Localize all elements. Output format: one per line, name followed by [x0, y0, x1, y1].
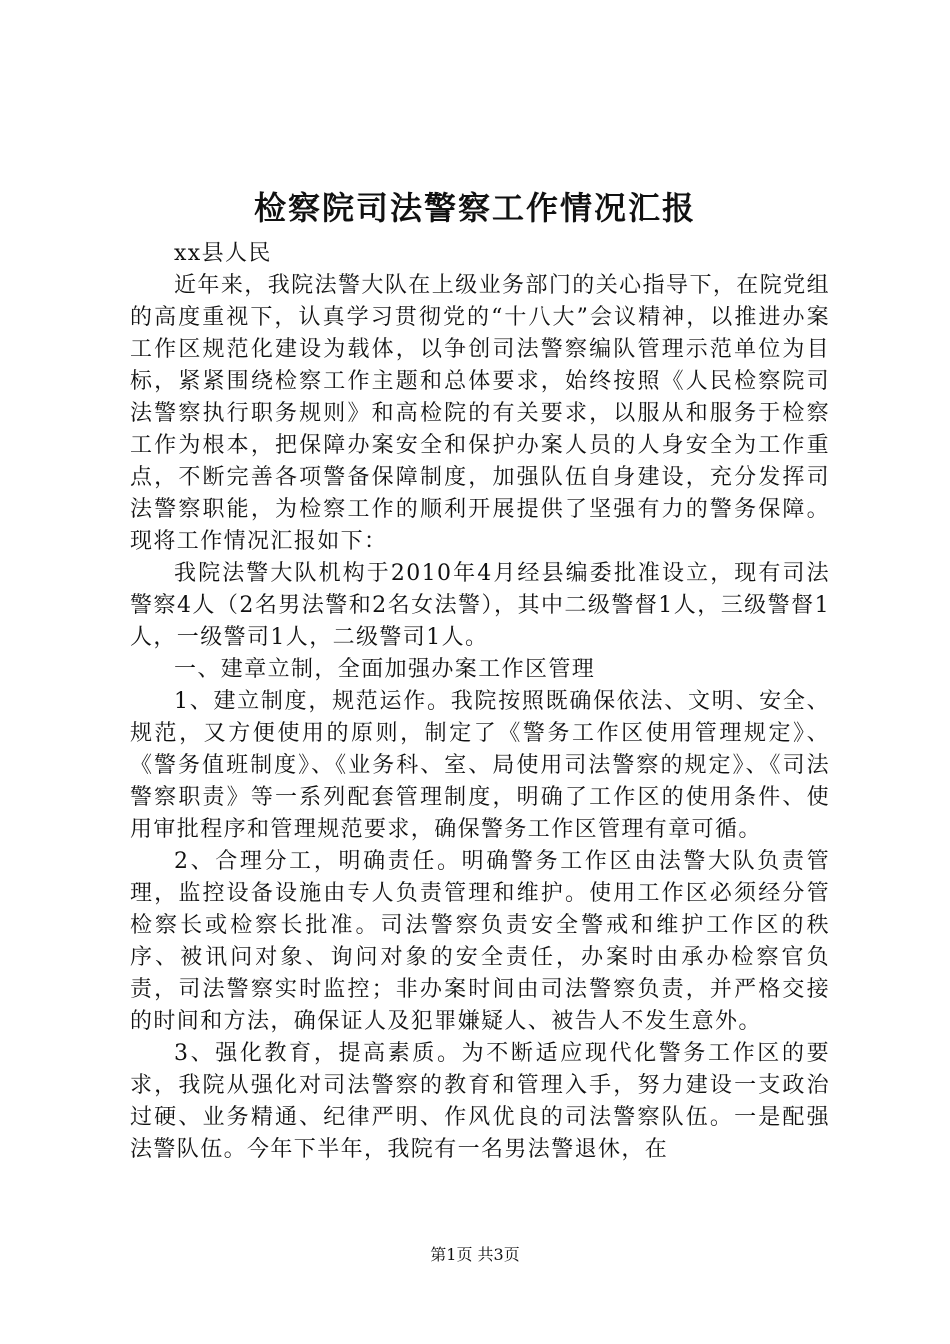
- paragraph-organization: 我院法警大队机构于2010年4月经县编委批准设立，现有司法警察4人（2名男法警和2名女法警），其中二级警督1人，三级警督1人，一级警司1人，二级警司1人。: [130, 561, 830, 650]
- paragraph-intro: 近年来，我院法警大队在上级业务部门的关心指导下，在院党组的高度重视下，认真学习贯彻党的“十八大”会议精神，以推进办案工作区规范化建设为载体，以争创司法警察编队管理示范单位为目标，紧紧围绕检察工作主题和总体要求，始终按照《人民检察院司法警察执行职务规则》和高检院的有关要求，以服从和服务于检察工作为根本，把保障办案安全和保护办案人员的人身安全为工作重点，不断完善各项警备保障制度，加强队伍自身建设，充分发挥司法警察职能，为检察工作的顺利开展提供了坚强有力的警务保障。现将工作情况汇报如下：: [130, 273, 830, 554]
- document-body: [130, 238, 830, 1166]
- section-heading-1: 一、建章立制，全面加强办案工作区管理: [174, 657, 596, 682]
- page-footer: 第1页 共3页: [430, 1245, 520, 1264]
- paragraph-item-2: 2、合理分工，明确责任。明确警务工作区由法警大队负责管理，监控设备设施由专人负责管理和维护。使用工作区必须经分管检察长或检察长批准。司法警察负责安全警戒和维护工作区的秩序、被讯问对象、询问对象的安全责任，办案时由承办检察官负责，司法警察实时监控；非办案时间由司法警察负责，并严格交接的时间和方法，确保证人及犯罪嫌疑人、被告人不发生意外。: [130, 849, 830, 1034]
- document-title: 检察院司法警察工作情况汇报: [253, 189, 696, 227]
- author-line: xx县人民: [174, 241, 272, 266]
- paragraph-item-1: 1、建立制度，规范运作。我院按照既确保依法、文明、安全、规范，又方便使用的原则，制定了《警务工作区使用管理规定》、《警务值班制度》、《业务科、室、局使用司法警察的规定》、《司法警察职责》等一系列配套管理制度，明确了工作区的使用条件、使用审批程序和管理规范要求，确保警务工作区管理有章可循。: [130, 689, 830, 842]
- paragraph-item-3: 3、强化教育，提高素质。为不断适应现代化警务工作区的要求，我院从强化对司法警察的教育和管理入手，努力建设一支政治过硬、业务精通、纪律严明、作风优良的司法警察队伍。一是配强法警队伍。今年下半年，我院有一名男法警退休，在: [130, 1041, 830, 1162]
